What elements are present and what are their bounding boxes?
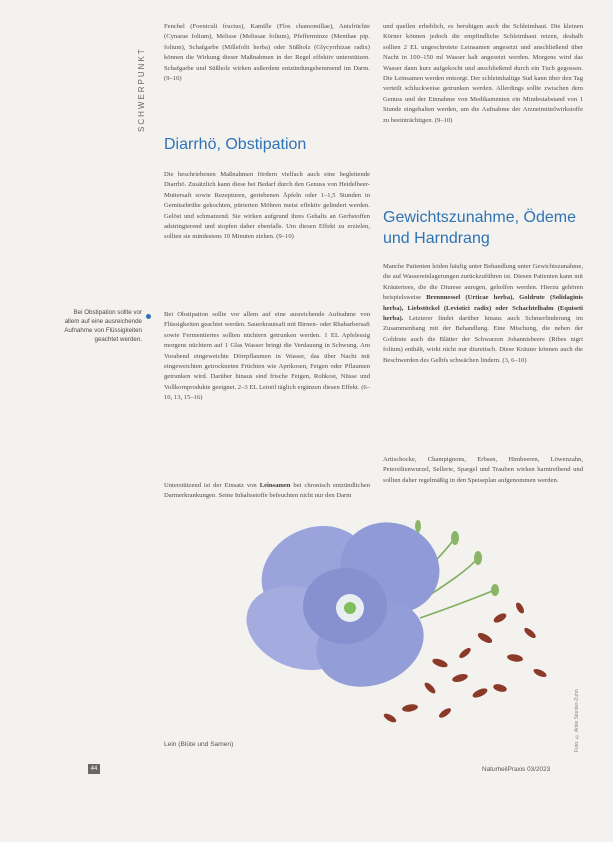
sidebar-note: Bei Obstipation sollte vor allem auf eine ausreichende Aufnahme von Flüssigkeiten geachtet werden.: [64, 309, 142, 343]
paragraph-bold-herbs: Brennnessel (Urticae herba), Goldrute (Solidaginis herba), Liebstöckel (Levistici radix) oder Schachtelhalm (Equiseti herba).: [383, 294, 583, 323]
heading-gewicht: Gewichtszunahme, Ödeme und Harndrang: [383, 209, 576, 247]
paragraph-obstipation: [164, 310, 370, 408]
footer-publication: NaturheilPraxis 03/2023: [482, 766, 551, 773]
paragraph-harntreibend: [383, 455, 583, 490]
paragraph-gewicht: [383, 262, 583, 370]
image-caption: Lein (Blüte und Samen): [164, 741, 234, 748]
section-tag: SCHWERPUNKT: [137, 47, 146, 132]
page-number: 44: [88, 764, 100, 774]
paragraph-part-a: Manche Patienten leiden häufig unter Behandlung unter Gewichtszunahme, die auf Wassereinlagerungen zurückzuführen ist. Diesen Patienten kann mit Kräutertees, die die Diurese anregen, geholfen werden. Hierzu gehören beispielsweise: [383, 263, 583, 302]
intro-paragraph-right: und quellen erheblich, es beruhigen auch die Schleimhaut. Die kleinen Körner können jedoch die empfindliche Schleimhaut reizen, deshalb sollten 2 EL ungeschrotete Leinsamen angesetzt und anschließend über Nacht in 100–150 ml Wasser kalt angesetzt werden. Morgens wird das Wasser dann kurz aufgekocht und anschließend durch ein Tuch gegossen. Die Leinsamen werden entsorgt. Der schleimhaltige Sud kann über den Tag verteilt schluckweise getrunken werden. Allerdings sollte zwischen dem Genuss und der Einnahme von Medikamenten ein Mindestabstand von 1 Stunde eingehalten werden, um die Aufnahme der Arzneimittelwirkstoffe zu beeinträchtigen. (9–10): [383, 23, 583, 124]
paragraph-text: Die beschriebenen Maßnahmen fördern vielfach auch eine begleitende Diarrhö. Zusätzlich kann diese bei Bedarf durch den Genuss von Heidelbeer-Muttersaft sowie Rezepturen, geriebenen Äpfeln oder 1–1,5 Stunden in Gemüsebrühe gekochten, pürierten Möhren meist effektiv gelindert werden. Gelöst und schmatzend. Sie wirken aufgrund ihres Gehalts an Gerbstoffen adstringierend und stopfen daher ebenfalls. Um diesen Effekt zu erzielen, sollten sie mindestens 10 Minuten ziehen. (9–10): [164, 171, 370, 241]
intro-paragraph: Fenchel (Foeniculi fructus), Kamille (Flos chamomillae), Anisfrüchte (Cynarae folium), Melisse (Melissae folium), Pfefferminze (Menthae pip. folium), Schafgarbe (Millefolii herba) oder Süßholz (Glycyrrhizae radix) können die Wirkung dieser Maßnahmen in der Regel effektiv unterstützen. Schafgarbe und Süßholz wirken außerdem entzündungshemmend im Darm. (9–10): [164, 23, 370, 83]
paragraph-text: [164, 481, 370, 502]
column-left-intro: [164, 22, 370, 88]
flax-flower: [240, 518, 452, 701]
heading-diarrho: Diarrhö, Obstipation: [164, 136, 307, 153]
paragraph-text: [383, 262, 583, 366]
column-right-intro: [383, 22, 583, 130]
paragraph-diarrho: [164, 170, 370, 247]
flax-flower-illustration: [240, 518, 570, 738]
paragraph-text: Bei Obstipation sollte vor allem auf eine ausreichende Aufnahme von Flüssigkeiten geachtet werden. Sauerkrautsaft mit Birnen- oder Rhabarbersaft sowie Fermentiertes sollten nüchtern getrunken werden. 1 EL Apfelessig morgens nüchtern auf 1 Glas Wasser bringt die Verdauung in Schwung. Am Vorabend eingeweichte Dörrpflaumen in Wasser, das über Nacht mit eingeweichten getrockneten Früchten wie Aprikosen, Feigen oder Pflaumen getrunken wird. Darüber hinaus sind frische Feigen, Rohkost, Nüsse und Vollkornprodukte geeignet. 2–3 EL Leinöl täglich ergänzen diesen Effekt. (6–10, 13, 15–16): [164, 311, 370, 402]
leinsamen-pre: Unterstützend ist der Einsatz von: [164, 482, 260, 489]
leinsamen-post: bei chronisch entzündlichen Darmerkrankungen. Seine Inhaltsstoffe befeuchten nicht nur den Darm: [164, 482, 370, 500]
photo-credit: Foto: © Anke Stocker-Zuhn: [574, 689, 580, 752]
leinsamen-bold: Leinsamen: [259, 482, 291, 489]
bullet-marker: [146, 314, 151, 319]
paragraph-leinsamen: [164, 481, 370, 506]
paragraph-part-b: Letzterer findet darüber hinaus auch Schmerlinderung im Zusammenhang mit der Behandlung. Eine Mischung, die neben der Goldrute auch die Blätter der Schwarzen Johannisbeere (Ribes nigri folium) enthält, wirkt nicht nur diuretisch. Diese Kräuter können auch die Beschwerden des Gelbfs schwächen lindern. (3, 6–10): [383, 315, 584, 364]
paragraph-text: Artischocke, Champignons, Erbsen, Himbeeren, Löwenzahn, Petersilienwurzel, Sellerie, Spargel und Trauben wirken harntreibend und sollten daher regelmäßig in den Speiseplan aufgenommen werden.: [383, 456, 583, 484]
